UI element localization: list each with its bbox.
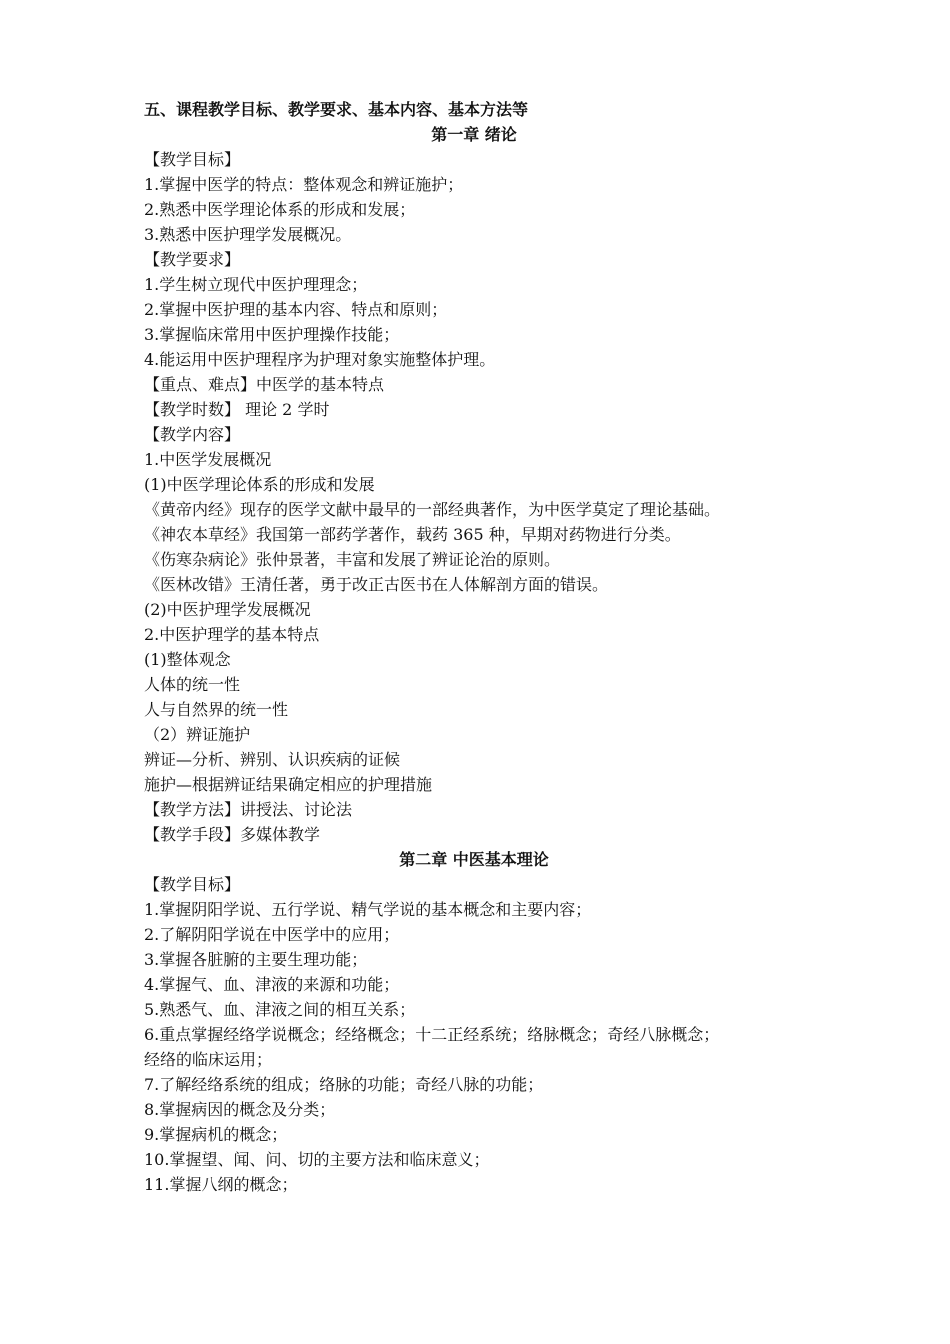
text-line: 【教学时数】 理论 2 学时 [144, 400, 330, 419]
text-line: 4.掌握气、血、津液的来源和功能； [144, 975, 400, 994]
text-line: 8.掌握病因的概念及分类； [144, 1100, 336, 1119]
text-line: (1)整体观念 [144, 650, 231, 669]
chapter-1-body [144, 147, 834, 847]
text-line: 2.了解阴阳学说在中医学中的应用； [144, 925, 400, 944]
text-line: 3.掌握各脏腑的主要生理功能； [144, 950, 368, 969]
text-line: 辨证—分析、辨别、认识疾病的证候 [144, 750, 401, 769]
text-line: (1)中医学理论体系的形成和发展 [144, 475, 375, 494]
text-line: 1.学生树立现代中医护理理念； [144, 275, 368, 294]
text-line: 3.熟悉中医护理学发展概况。 [144, 225, 352, 244]
chapter-2-body [144, 872, 834, 1197]
text-line: 《黄帝内经》现存的医学文献中最早的一部经典著作，为中医学莫定了理论基础。 [144, 500, 721, 519]
text-line: 【教学方法】讲授法、讨论法 [144, 800, 353, 819]
text-line: 1.掌握中医学的特点：整体观念和辨证施护； [144, 175, 464, 194]
text-line: 【教学目标】 [144, 875, 241, 894]
text-line: 10.掌握望、闻、问、切的主要方法和临床意义； [144, 1150, 490, 1169]
chapter-1-title: 第一章 绪论 [431, 125, 517, 144]
section-heading: 五、课程教学目标、教学要求、基本内容、基本方法等 [144, 100, 529, 119]
text-line: 《伤寒杂病论》张仲景著，丰富和发展了辨证论治的原则。 [144, 550, 561, 569]
text-line: 2.中医护理学的基本特点 [144, 625, 320, 644]
text-line: 4.能运用中医护理程序为护理对象实施整体护理。 [144, 350, 496, 369]
text-line: 【教学目标】 [144, 150, 241, 169]
text-line: 1.掌握阴阳学说、五行学说、精气学说的基本概念和主要内容； [144, 900, 592, 919]
text-line: 人与自然界的统一性 [144, 700, 289, 719]
text-line: 【教学内容】 [144, 425, 241, 444]
text-line: 3.掌握临床常用中医护理操作技能； [144, 325, 400, 344]
text-line: 经络的临床运用； [144, 1050, 273, 1069]
text-line: 6.重点掌握经络学说概念；经络概念；十二正经系统；络脉概念；奇经八脉概念； [144, 1025, 720, 1044]
text-line: 人体的统一性 [144, 675, 241, 694]
text-line: 【重点、难点】中医学的基本特点 [144, 375, 385, 394]
text-line: 《神农本草经》我国第一部药学著作，载药 365 种，早期对药物进行分类。 [144, 525, 681, 544]
text-line: 2.掌握中医护理的基本内容、特点和原则； [144, 300, 448, 319]
text-line: （2）辨证施护 [144, 725, 251, 744]
text-line: 9.掌握病机的概念； [144, 1125, 288, 1144]
text-line: 11.掌握八纲的概念； [144, 1175, 298, 1194]
chapter-2-title: 第二章 中医基本理论 [399, 850, 549, 869]
text-line: (2)中医护理学发展概况 [144, 600, 311, 619]
text-line: 施护—根据辨证结果确定相应的护理措施 [144, 775, 433, 794]
text-line: 7.了解经络系统的组成；络脉的功能；奇经八脉的功能； [144, 1075, 544, 1094]
document-page [144, 97, 834, 1197]
text-line: 《医林改错》王清任著，勇于改正古医书在人体解剖方面的错误。 [144, 575, 609, 594]
text-line: 【教学要求】 [144, 250, 241, 269]
text-line: 【教学手段】多媒体教学 [144, 825, 321, 844]
text-line: 1.中医学发展概况 [144, 450, 272, 469]
text-line: 5.熟悉气、血、津液之间的相互关系； [144, 1000, 416, 1019]
text-line: 2.熟悉中医学理论体系的形成和发展； [144, 200, 416, 219]
